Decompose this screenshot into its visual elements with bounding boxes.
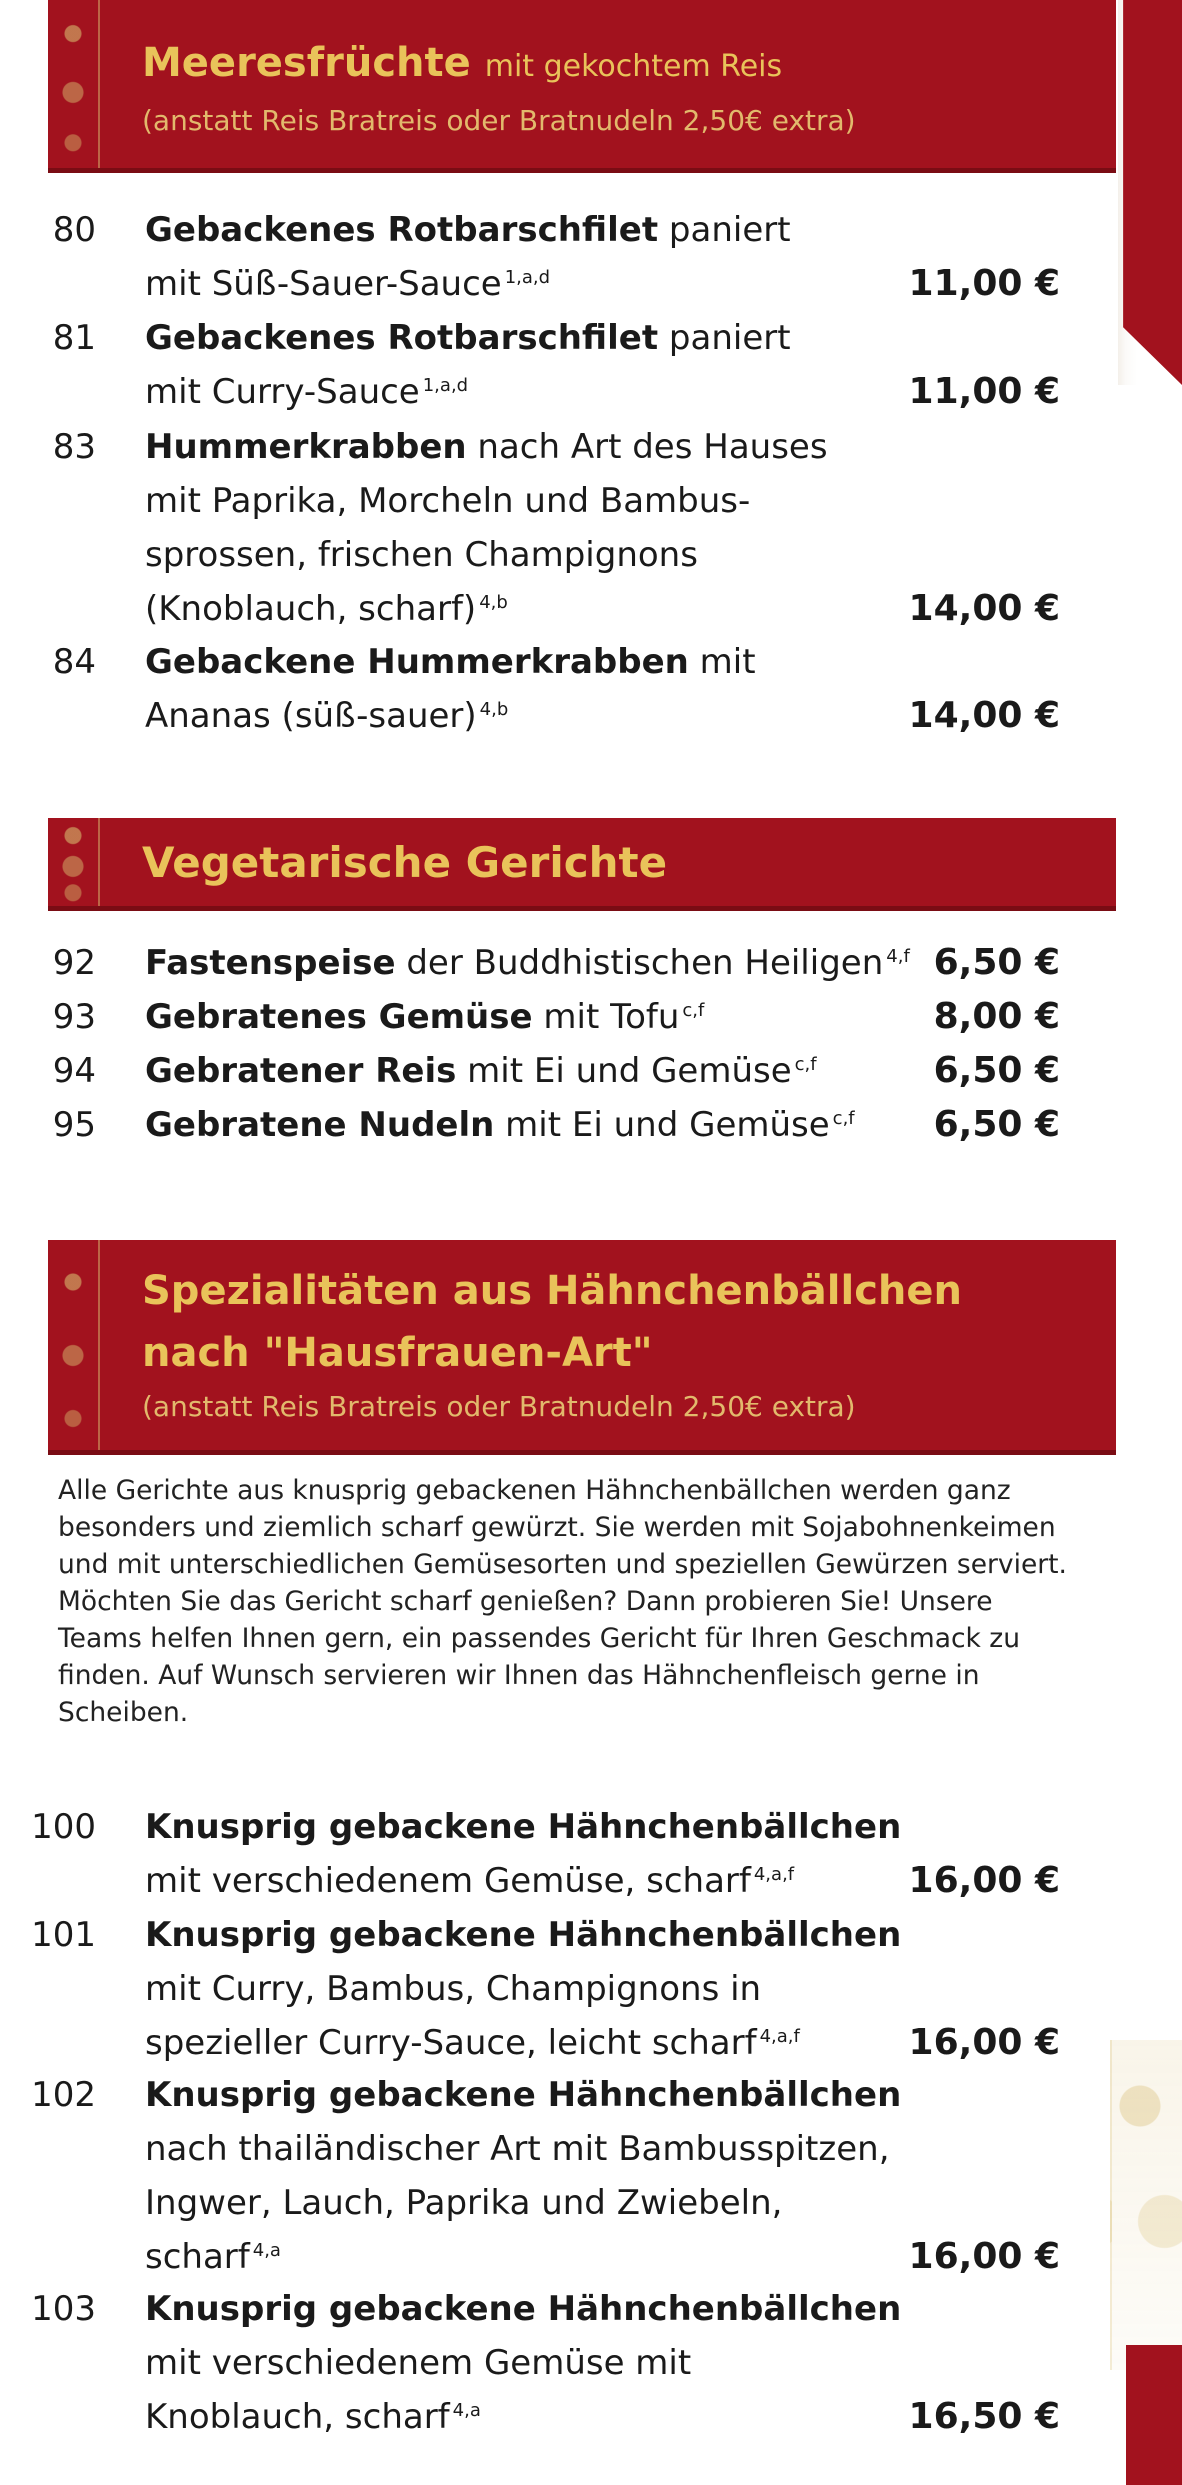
item-name: Gebackene Hummerkrabben <box>145 642 689 682</box>
item-number: 81 <box>52 318 96 358</box>
item-description <box>145 311 905 419</box>
allergen-codes: 4,a,f <box>753 1863 795 1885</box>
right-red-flap <box>1118 0 1182 385</box>
item-number: 102 <box>31 2075 96 2115</box>
item-price: 6,50 € <box>933 942 1060 983</box>
item-detail-line: spezieller Curry-Sauce, leicht scharf <box>145 2023 757 2063</box>
chicken-header <box>48 1240 1116 1455</box>
header-ornament-icon <box>48 0 100 168</box>
right-gold-ornament <box>1110 2040 1182 2370</box>
item-detail-line: Ingwer, Lauch, Paprika und Zwiebeln, <box>145 2183 783 2223</box>
item-description <box>145 1044 905 1098</box>
item-price: 11,00 € <box>908 263 1060 304</box>
header-ornament-icon <box>48 818 100 906</box>
item-description <box>145 1800 965 1908</box>
item-detail-line: Ananas (süß-sauer) <box>145 696 477 736</box>
allergen-codes: 4,b <box>479 698 509 720</box>
item-name: Gebackenes Rotbarschfilet <box>145 210 659 250</box>
item-detail-line: mit Süß-Sauer-Sauce <box>145 264 502 304</box>
item-description <box>145 635 905 743</box>
seafood-note: (anstatt Reis Bratreis oder Bratnudeln 2,50€ extra) <box>142 104 856 137</box>
item-detail-line: Knoblauch, scharf <box>145 2397 450 2437</box>
item-detail: paniert <box>658 210 791 250</box>
item-description <box>145 2068 965 2284</box>
allergen-codes: c,f <box>794 1053 817 1075</box>
chicken-title <box>142 1260 1112 1384</box>
item-price: 16,50 € <box>908 2396 1060 2437</box>
item-description <box>145 990 905 1044</box>
item-number: 100 <box>31 1807 96 1847</box>
item-detail: mit Tofu <box>532 997 680 1037</box>
allergen-codes: 4,a,f <box>759 2025 800 2047</box>
item-detail: mit Ei und Gemüse <box>456 1051 792 1091</box>
header-ornament-icon <box>48 1240 100 1450</box>
chicken-intro-text: Alle Gerichte aus knusprig gebackenen Hähnchenbällchen werden ganz besonders und ziemlich scharf gewürzt. Sie werden mit Sojabohnenkeimen und mit unterschiedlichen Gemüsesorten und speziellen Gewürzen serviert. Möchten Sie das Gericht scharf genießen? Dann probieren Sie! Unsere Teams helfen Ihnen gern, ein passendes Gericht für Ihren Geschmack zu finden. Auf Wunsch servieren wir Ihnen das Hähnchenfleisch gerne in Scheiben. <box>58 1475 1067 1728</box>
item-detail: mit <box>688 642 756 682</box>
item-name: Gebratenes Gemüse <box>145 997 533 1037</box>
item-price: 14,00 € <box>908 695 1060 736</box>
veg-title: Vegetarische Gerichte <box>142 838 668 887</box>
item-description <box>145 936 945 990</box>
item-description <box>145 420 905 636</box>
allergen-codes: 1,a,d <box>504 266 551 288</box>
item-name: Knusprig gebackene Hähnchenbällchen <box>145 1807 902 1847</box>
item-description <box>145 2282 965 2444</box>
item-detail: paniert <box>658 318 791 358</box>
seafood-subtitle: mit gekochtem Reis <box>484 49 783 84</box>
allergen-codes: 4,b <box>479 591 508 613</box>
item-detail-line: mit Paprika, Morcheln und Bambus- <box>145 481 751 521</box>
allergen-codes: 4,a <box>252 2239 281 2261</box>
item-detail-line: mit Curry, Bambus, Champignons in <box>145 1969 762 2009</box>
item-detail: nach Art des Hauses <box>466 427 828 467</box>
item-number: 83 <box>52 427 96 467</box>
item-name: Knusprig gebackene Hähnchenbällchen <box>145 2075 902 2115</box>
item-name: Knusprig gebackene Hähnchenbällchen <box>145 1915 902 1955</box>
chicken-title-line: Spezialitäten aus Hähnchenbällchen <box>142 1268 962 1314</box>
item-detail: der Buddhistischen Heiligen <box>395 943 884 983</box>
item-number: 92 <box>52 943 96 983</box>
chicken-note: (anstatt Reis Bratreis oder Bratnudeln 2,50€ extra) <box>142 1390 856 1423</box>
item-number: 80 <box>52 210 96 250</box>
seafood-title-row <box>142 40 782 86</box>
item-price: 16,00 € <box>908 2236 1060 2277</box>
item-number: 101 <box>31 1915 96 1955</box>
seafood-header <box>48 0 1116 173</box>
item-name: Gebackenes Rotbarschfilet <box>145 318 659 358</box>
item-detail-line: (Knoblauch, scharf) <box>145 589 477 629</box>
item-name: Knusprig gebackene Hähnchenbällchen <box>145 2289 902 2329</box>
item-name: Fastenspeise <box>145 943 396 983</box>
item-price: 14,00 € <box>908 588 1060 629</box>
item-number: 94 <box>52 1051 96 1091</box>
seafood-title: Meeresfrüchte <box>142 40 471 86</box>
item-price: 16,00 € <box>908 2022 1060 2063</box>
allergen-codes: c,f <box>682 999 705 1021</box>
item-name: Gebratene Nudeln <box>145 1105 495 1145</box>
item-detail-line: nach thailändischer Art mit Bambusspitzen, <box>145 2129 890 2169</box>
item-number: 103 <box>31 2289 96 2329</box>
item-price: 11,00 € <box>908 371 1060 412</box>
item-number: 95 <box>52 1105 96 1145</box>
item-price: 16,00 € <box>908 1860 1060 1901</box>
item-description <box>145 1098 905 1152</box>
item-description <box>145 203 905 311</box>
allergen-codes: 1,a,d <box>422 374 469 396</box>
item-name: Hummerkrabben <box>145 427 467 467</box>
item-detail-line: mit verschiedenem Gemüse, scharf <box>145 1861 751 1901</box>
item-detail-line: mit Curry-Sauce <box>145 372 420 412</box>
item-detail-line: scharf <box>145 2237 250 2277</box>
chicken-title-line: nach "Hausfrauen-Art" <box>142 1330 653 1376</box>
item-description <box>145 1908 965 2070</box>
item-detail: mit Ei und Gemüse <box>494 1105 830 1145</box>
item-number: 84 <box>52 642 96 682</box>
item-number: 93 <box>52 997 96 1037</box>
allergen-codes: 4,f <box>886 945 910 967</box>
allergen-codes: c,f <box>832 1107 855 1129</box>
item-name: Gebratener Reis <box>145 1051 457 1091</box>
item-detail-line: sprossen, frischen Champignons <box>145 535 698 575</box>
item-price: 6,50 € <box>933 1104 1060 1145</box>
item-price: 6,50 € <box>933 1050 1060 1091</box>
allergen-codes: 4,a <box>452 2399 481 2421</box>
veg-header <box>48 818 1116 911</box>
item-price: 8,00 € <box>933 996 1060 1037</box>
right-red-flap-bottom <box>1126 2345 1182 2485</box>
item-detail-line: mit verschiedenem Gemüse mit <box>145 2343 692 2383</box>
